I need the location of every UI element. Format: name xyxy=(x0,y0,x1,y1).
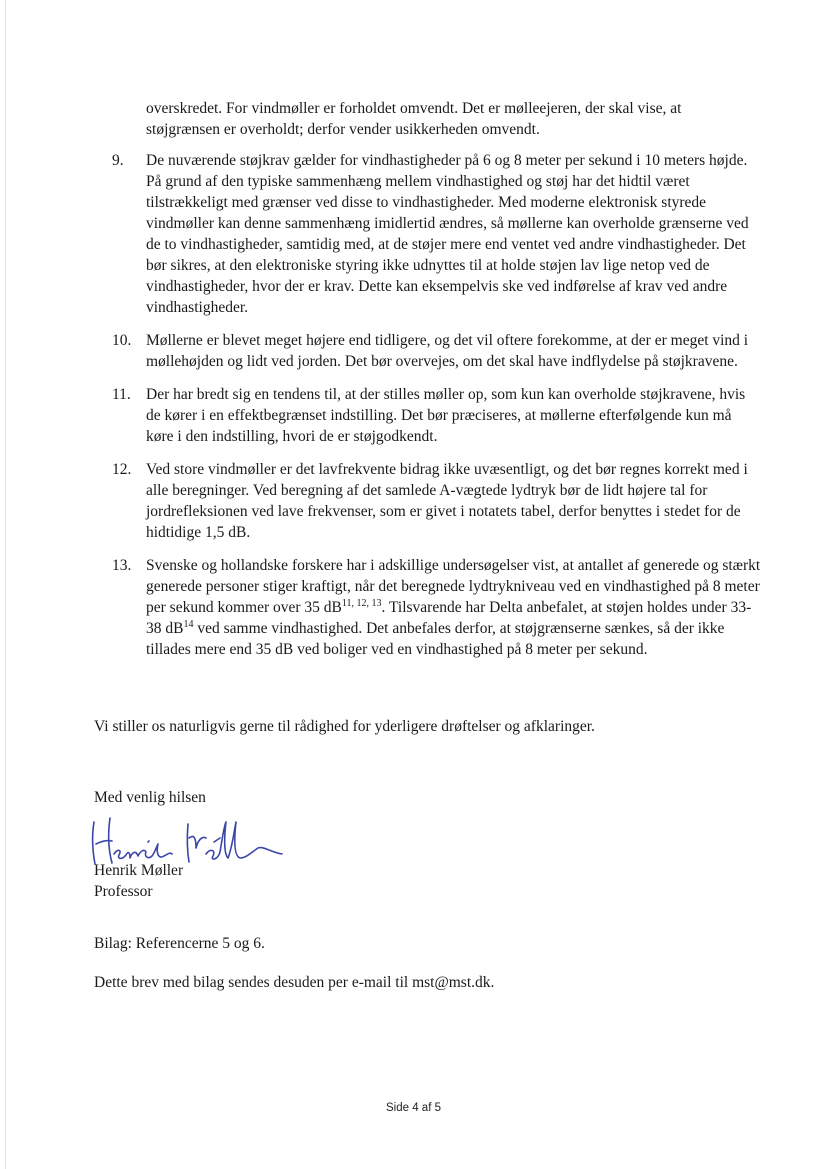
list-item-number: 10. xyxy=(112,332,132,349)
list-item xyxy=(112,384,762,447)
list-item-text: Møllerne er blevet meget højere end tidligere, og det vil oftere forekomme, at der er meget vind i møllehøjden og lidt ved jorden. Det bør overvejes, om det skal have indflydelse på støjkravene. xyxy=(146,332,749,370)
footnote-ref-14: 14 xyxy=(183,618,194,630)
item13-text-part3: ved samme vindhastighed. Det anbefales derfor, at støjgrænserne sænkes, så der ikke tillades mere end 35 dB ved boliger ved en vindhastighed på 8 meter per sekund. xyxy=(146,620,725,658)
signer-block xyxy=(94,860,183,902)
list-item-text: Der har bredt sig en tendens til, at der stilles møller op, som kun kan overholde støjkravene, hvis de kører i en effektbegrænset indstilling. Det bør præciseres, at møllerne efterfølgende kun må køre i den indstilling, hvori de er støjgodkendt. xyxy=(146,386,746,445)
item13-text-part2: . Tilsvarende har Delta anbefalet, at støjen holdes under 33-38 dB xyxy=(146,599,752,637)
email-note: Dette brev med bilag sendes desuden per e-mail til mst@mst.dk. xyxy=(94,974,495,991)
list-item xyxy=(112,150,762,318)
scan-edge-divider xyxy=(5,0,6,1169)
signer-name: Henrik Møller xyxy=(94,862,184,879)
list-item xyxy=(112,555,762,660)
list-item xyxy=(112,459,762,543)
list-item-number: 12. xyxy=(112,461,132,478)
numbered-list xyxy=(112,150,762,672)
list-item-number: 9. xyxy=(112,152,124,169)
list-item-text: Ved store vindmøller er det lavfrekvente bidrag ikke uvæsentligt, og det bør regnes korrekt med i alle beregninger. Ved beregning af det samlede A-vægtede lydtryk bør de lidt højere tal for jordrefleksionen ved lave frekvenser, som er givet i notatets tabel, derfor benyttes i stedet for de hidtidige 1,5 dB. xyxy=(146,461,748,541)
intro-continuation-paragraph: overskredet. For vindmøller er forholdet omvendt. Det er mølleejeren, der skal vise, at støjgrænsen er overholdt; derfor vender usikkerheden omvendt. xyxy=(146,100,682,138)
attachments-note: Bilag: Referencerne 5 og 6. xyxy=(94,935,265,952)
greeting: Med venlig hilsen xyxy=(94,789,206,806)
list-item-text: De nuværende støjkrav gælder for vindhastigheder på 6 og 8 meter per sekund i 10 meters højde. På grund af den typiske sammenhæng mellem vindhastighed og støj har det hidtil været tilstrækkeligt med grænser ved disse to vindhastigheder. Med moderne elektronisk styrede vindmøller kan denne sammenhæng imidlertid ændres, så møllerne kan overholde grænserne ved de to vindhastigheder, samtidig med, at de støjer mere end ventet ved andre vindhastigheder. Det bør sikres, at den elektroniske styring ikke udnyttes til at holde støjen lav lige netop ved de vindhastigheder, hvor der er krav. Dette kan eksempelvis ske ved indførelse af krav ved andre vindhastigheder. xyxy=(146,152,749,316)
closing-paragraph: Vi stiller os naturligvis gerne til rådighed for yderligere drøftelser og afklaringer. xyxy=(94,718,595,735)
list-item-text xyxy=(146,555,762,660)
item13-text-part1: Svenske og hollandske forskere har i adskillige undersøgelser vist, at antallet af generede og stærkt generede personer stiger kraftigt, når det beregnede lydtrykniveau ved en vindhastighed på 8 meter per sekund kommer over 35 dB xyxy=(146,557,761,616)
list-item-number: 11. xyxy=(112,386,131,403)
list-item xyxy=(112,330,762,372)
list-item-number: 13. xyxy=(112,557,132,574)
page-number-footer: Side 4 af 5 xyxy=(386,1102,441,1114)
signer-title: Professor xyxy=(94,883,153,900)
footnote-ref-11-13: 11, 12, 13 xyxy=(341,597,382,609)
